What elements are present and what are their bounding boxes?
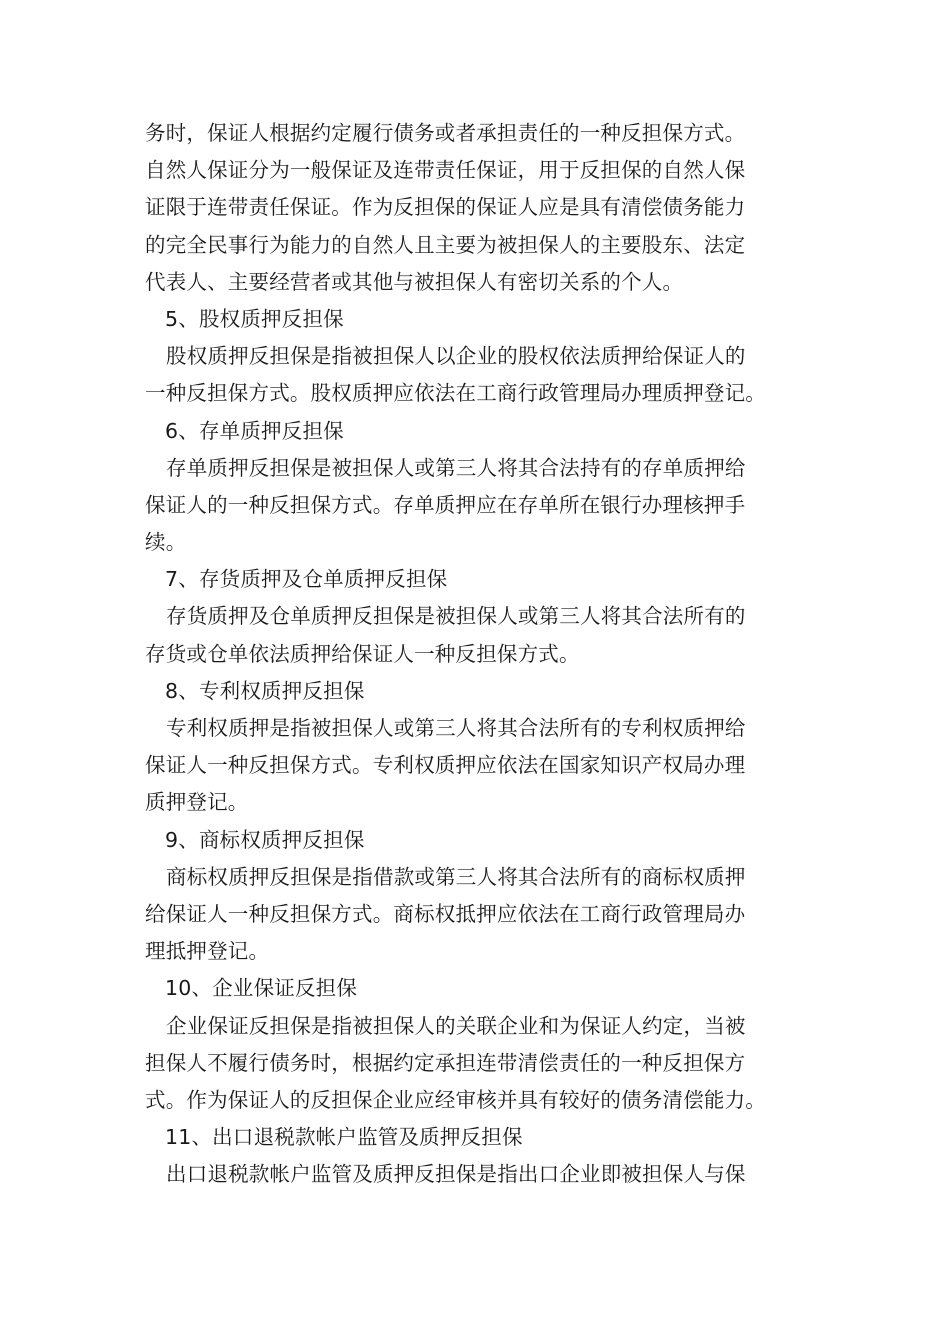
paragraph-first-line: 出口退税款帐户监管及质押反担保是指出口企业即被担保人与保	[166, 1162, 746, 1187]
body-text-line: 存货或仓单依法质押给保证人一种反担保方式。	[145, 641, 580, 666]
paragraph-first-line: 股权质押反担保是指被担保人以企业的股权依法质押给保证人的	[166, 344, 746, 369]
body-text-line: 一种反担保方式。股权质押应依法在工商行政管理局办理质押登记。	[145, 381, 766, 406]
section-heading: 8、专利权质押反担保	[165, 678, 365, 703]
section-heading: 10、企业保证反担保	[165, 976, 358, 1001]
document-page	[145, 115, 810, 1193]
body-text-line: 证限于连带责任保证。作为反担保的保证人应是具有清偿债务能力	[145, 195, 746, 220]
section-heading: 9、商标权质押反担保	[165, 827, 365, 852]
body-text-line: 给保证人一种反担保方式。商标权抵押应依法在工商行政管理局办	[145, 901, 746, 926]
body-text-line: 担保人不履行债务时，根据约定承担连带清偿责任的一种反担保方	[145, 1050, 746, 1075]
body-text-line: 自然人保证分为一般保证及连带责任保证，用于反担保的自然人保	[145, 158, 746, 183]
paragraph-first-line: 存货质押及仓单质押反担保是被担保人或第三人将其合法所有的	[166, 604, 746, 629]
paragraph-first-line: 企业保证反担保是指被担保人的关联企业和为保证人约定，当被	[166, 1013, 746, 1038]
body-text-line: 务时，保证人根据约定履行债务或者承担责任的一种反担保方式。	[145, 121, 746, 145]
section-heading: 7、存货质押及仓单质押反担保	[165, 567, 448, 592]
section-heading: 5、股权质押反担保	[165, 306, 344, 331]
body-text-line: 式。作为保证人的反担保企业应经审核并具有较好的债务清偿能力。	[145, 1087, 766, 1112]
body-text-line: 续。	[145, 530, 187, 555]
body-text-line: 保证人的一种反担保方式。存单质押应在存单所在银行办理核押手	[145, 492, 746, 517]
section-heading: 11、出口退税款帐户监管及质押反担保	[165, 1125, 523, 1150]
body-text-line: 质押登记。	[145, 790, 249, 815]
section-heading: 6、存单质押反担保	[165, 418, 344, 443]
paragraph-first-line: 存单质押反担保是被担保人或第三人将其合法持有的存单质押给	[166, 455, 746, 480]
paragraph-first-line: 商标权质押反担保是指借款或第三人将其合法所有的商标权质押	[166, 864, 746, 889]
paragraph-first-line: 专利权质押是指被担保人或第三人将其合法所有的专利权质押给	[166, 716, 746, 740]
body-text-line: 的完全民事行为能力的自然人且主要为被担保人的主要股东、法定	[145, 232, 746, 257]
body-text-line: 代表人、主要经营者或其他与被担保人有密切关系的个人。	[145, 269, 684, 294]
body-text-line: 理抵押登记。	[145, 939, 270, 964]
body-text-line: 保证人一种反担保方式。专利权质押应依法在国家知识产权局办理	[145, 753, 746, 778]
